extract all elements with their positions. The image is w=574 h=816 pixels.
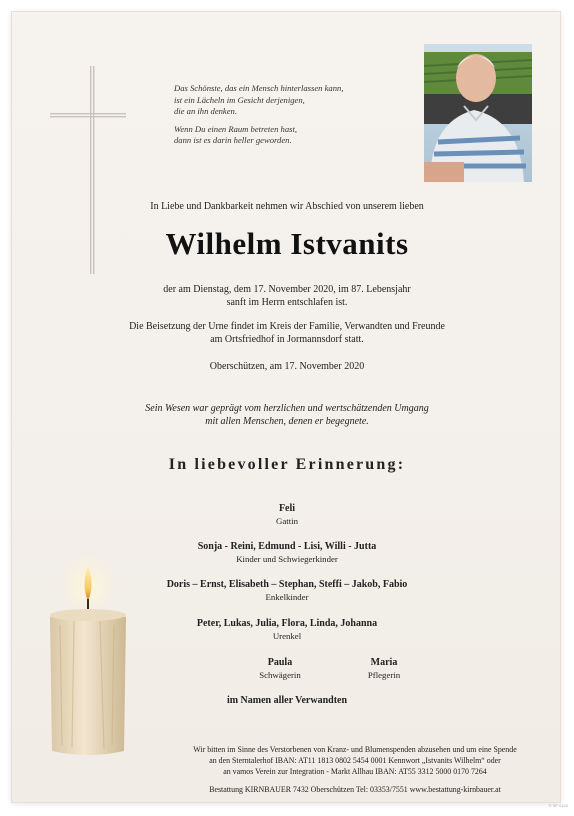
place-date: Oberschützen, am 17. November 2020: [209, 361, 365, 372]
mourner-relation: Schwägerin: [259, 670, 301, 680]
mourner-names: Sonja - Reini, Edmund - Lisi, Willi - Jutta: [197, 541, 377, 552]
deceased-name: Wilhelm Istvanits: [165, 226, 409, 261]
memory-heading: In liebevoller Erinnerung:: [168, 456, 406, 473]
portrait-photo: [424, 44, 532, 182]
mourner-relation: Urenkel: [272, 631, 302, 641]
funeral-home-contact: Bestattung KIRNBAUER 7432 Oberschützen Tel: 03353/7551 www.bestattung-kirnbauer.at: [209, 785, 501, 794]
donation-request: Wir bitten im Sinne des Verstorbenen von Kranz- und Blumenspenden abzusehen und um eine Spende an den Sterntalerhof IBAN: AT11 1813 0802 5454 0001 Kennwort „Istvanits Wilhelm“ oder an vamos Verein zur Integration - Markt Allhau IBAN: AT55 3312 5000 0170 7264: [193, 745, 517, 776]
mourner-entry: [30, 502, 544, 527]
obituary-card: [12, 12, 560, 802]
memorial-quote: [174, 83, 414, 153]
mourner-relation: Pflegerin: [367, 670, 401, 680]
burial-notice: Die Beisetzung der Urne findet im Kreis der Familie, Verwandten und Freunde am Ortsfriedhof in Jormannsdorf statt.: [129, 321, 445, 345]
candle-icon: [38, 555, 128, 755]
corner-code: © SP 0120: [548, 803, 568, 808]
quote-paragraph: Wenn Du einen Raum betreten hast, dann ist es darin heller geworden.: [174, 123, 297, 146]
mourner-names: Maria: [370, 657, 398, 668]
mourner-names: Feli: [278, 503, 296, 514]
quote-paragraph: Das Schönste, das ein Mensch hinterlassen kann, ist ein Lächeln im Gesicht derjenigen, die an ihn denken.: [174, 83, 344, 117]
mourner-relation: Kinder und Schwiegerkinder: [236, 554, 338, 564]
all-relatives: im Namen aller Verwandten: [226, 695, 348, 706]
mourner-names: Doris – Ernst, Elisabeth – Stephan, Steffi – Jakob, Fabio: [166, 579, 408, 590]
mourner-relation: Enkelkinder: [265, 592, 309, 602]
mourner-names: Peter, Lukas, Julia, Flora, Linda, Johanna: [196, 618, 378, 629]
mourner-names: Paula: [267, 657, 293, 668]
mourner-pair-right: [324, 656, 444, 681]
death-notice: der am Dienstag, dem 17. November 2020, im 87. Lebensjahr sanft im Herrn entschlafen ist.: [163, 284, 411, 308]
mourner-relation: Gattin: [276, 516, 298, 526]
mourner-pair-left: [220, 656, 340, 681]
intro-text: In Liebe und Dankbarkeit nehmen wir Abschied von unserem lieben: [150, 201, 424, 212]
tribute-text: Sein Wesen war geprägt vom herzlichen und wertschätzenden Umgang mit allen Menschen, denen er begegnete.: [145, 403, 429, 427]
